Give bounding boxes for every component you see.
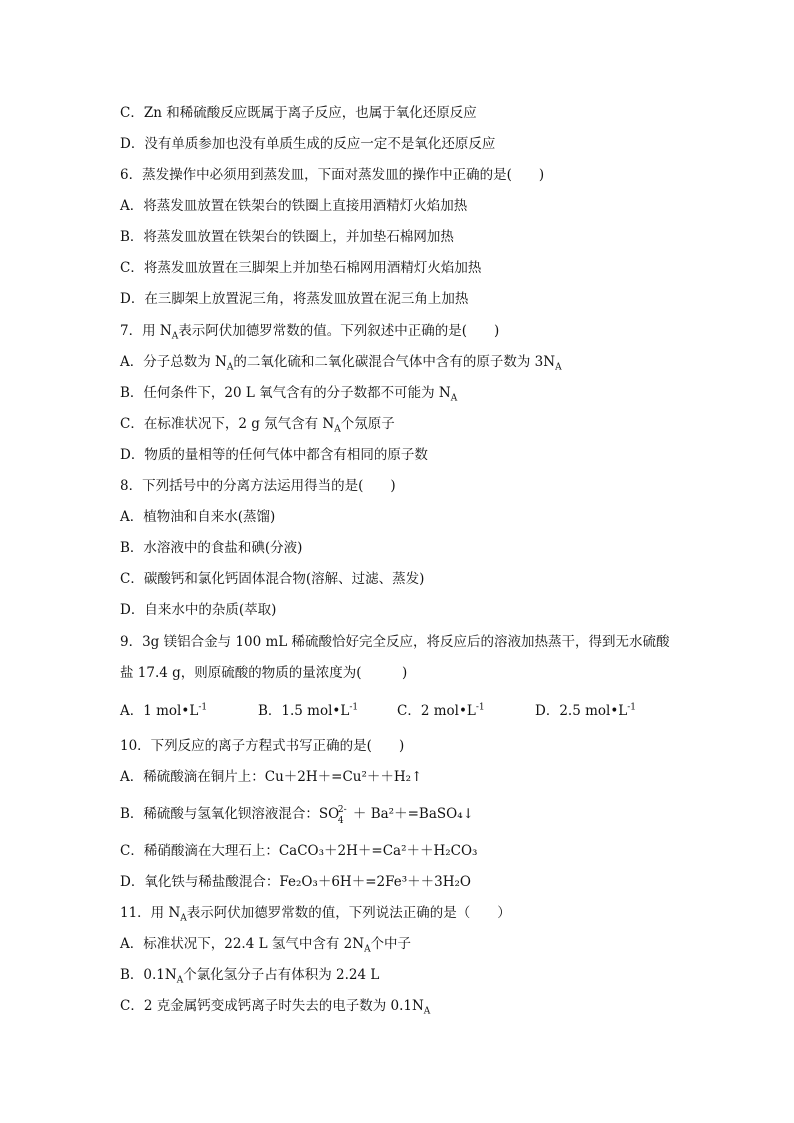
- q11a-pre: A．标准状况下，22.4 L 氢气中含有 2N: [120, 936, 365, 952]
- sulfate-base: SO: [318, 806, 340, 822]
- question-10: 10．下列反应的离子方程式书写正确的是( ): [120, 738, 405, 754]
- q9d-exp: -1: [627, 702, 637, 713]
- q9b-exp: -1: [349, 702, 359, 713]
- option-10b: [120, 805, 720, 826]
- q11c-sub: A: [423, 1006, 431, 1017]
- q9a-exp: -1: [198, 702, 208, 713]
- q7c-sub: A: [334, 424, 341, 435]
- sulfate-ion: [318, 805, 347, 826]
- sulfate-count: 4: [337, 816, 344, 826]
- option-7a: [120, 353, 720, 371]
- q11c-pre: C．2 克金属钙变成钙离子时失去的电子数为 0.1N: [120, 998, 424, 1014]
- option-6a: A．将蒸发皿放置在铁架台的铁圈上直接用酒精灯火焰加热: [120, 198, 468, 214]
- option-5d: D．没有单质参加也没有单质生成的反应一定不是氧化还原反应: [120, 136, 496, 152]
- option-11c: [120, 997, 720, 1015]
- q9d-text: D．2.5 mol•L: [535, 703, 628, 719]
- q10b-post: ＋ Ba²＋=BaSO₄↓: [352, 806, 474, 822]
- option-11a: [120, 935, 720, 953]
- q7-stem-post: 表示阿伏加德罗常数的值。下列叙述中正确的是( ): [178, 323, 500, 339]
- q9b-text: B．1.5 mol•L: [258, 703, 350, 719]
- q7-stem-pre: 7．用 N: [120, 323, 172, 339]
- option-7b: [120, 384, 720, 402]
- option-7d: D．物质的量相等的任何气体中都含有相同的原子数: [120, 447, 428, 463]
- q7a-pre: A．分子总数为 N: [120, 354, 227, 370]
- q9c-exp: -1: [475, 702, 485, 713]
- q11a-post: 个中子: [370, 936, 412, 952]
- question-6: 6．蒸发操作中必须用到蒸发皿，下面对蒸发皿的操作中正确的是( ): [120, 167, 545, 183]
- question-7: [120, 322, 720, 340]
- option-6d: D．在三脚架上放置泥三角，将蒸发皿放置在泥三角上加热: [120, 291, 469, 307]
- q7-sub: A: [171, 331, 179, 342]
- option-10c: C．稀硝酸滴在大理石上：CaCO₃＋2H＋=Ca²＋＋H₂CO₃: [120, 843, 478, 859]
- question-9-options: [120, 702, 720, 720]
- question-9-line1: 9．3g 镁铝合金与 100 mL 稀硫酸恰好完全反应，将反应后的溶液加热蒸干，得到无水硫酸: [120, 634, 670, 650]
- option-9d: [535, 702, 636, 720]
- q11a-sub: A: [364, 944, 371, 955]
- option-7c: [120, 415, 720, 433]
- q11b-sub: A: [176, 975, 184, 986]
- q11b-post: 个氯化氢分子占有体积为 2.24 L: [183, 967, 380, 983]
- option-8c: C．碳酸钙和氯化钙固体混合物(溶解、过滤、蒸发): [120, 571, 425, 587]
- option-5c: C．Zn 和稀硫酸反应既属于离子反应，也属于氧化还原反应: [120, 105, 477, 121]
- question-8: 8．下列括号中的分离方法运用得当的是( ): [120, 478, 396, 494]
- option-6b: B．将蒸发皿放置在铁架台的铁圈上，并加垫石棉网加热: [120, 229, 454, 245]
- q11b-pre: B．0.1N: [120, 967, 177, 983]
- option-8b: B．水溶液中的食盐和碘(分液): [120, 540, 303, 556]
- option-11b: [120, 966, 720, 984]
- q11-stem-pre: 11．用 N: [120, 905, 181, 921]
- q7a-sub2: A: [555, 362, 562, 373]
- sulfate-charge: 2-: [337, 805, 347, 815]
- q7b-sub: A: [450, 393, 458, 404]
- question-11: [120, 904, 720, 922]
- q11-sub: A: [180, 913, 187, 924]
- option-9c: [397, 702, 485, 720]
- option-8a: A．植物油和自来水(蒸馏): [120, 509, 276, 525]
- q9a-text: A．1 mol•L: [120, 703, 199, 719]
- q7a-sub1: A: [226, 362, 234, 373]
- q7a-mid: 的二氧化硫和二氧化碳混合气体中含有的原子数为 3N: [233, 354, 556, 370]
- option-8d: D．自来水中的杂质(萃取): [120, 602, 277, 618]
- option-9b: [258, 702, 358, 720]
- q7c-pre: C．在标准状况下，2 g 氖气含有 N: [120, 416, 335, 432]
- q11-stem-post: 表示阿伏加德罗常数的值，下列说法正确的是（ ）: [186, 905, 511, 921]
- q7b-text: B．任何条件下，20 L 氧气含有的分子数都不可能为 N: [120, 385, 451, 401]
- q10b-pre: B．稀硫酸与氢氧化钡溶液混合：: [120, 806, 319, 822]
- q9c-text: C．2 mol•L: [397, 703, 476, 719]
- question-9-line2: 盐 17.4 g，则原硫酸的物质的量浓度为( ): [120, 665, 408, 681]
- q7c-post: 个氖原子: [340, 416, 395, 432]
- option-6c: C．将蒸发皿放置在三脚架上并加垫石棉网用酒精灯火焰加热: [120, 260, 482, 276]
- option-9a: [120, 702, 207, 720]
- option-10d: D．氧化铁与稀盐酸混合：Fe₂O₃＋6H＋=2Fe³＋＋3H₂O: [120, 874, 471, 890]
- option-10a: A．稀硫酸滴在铜片上：Cu＋2H＋=Cu²＋＋H₂↑: [120, 769, 423, 785]
